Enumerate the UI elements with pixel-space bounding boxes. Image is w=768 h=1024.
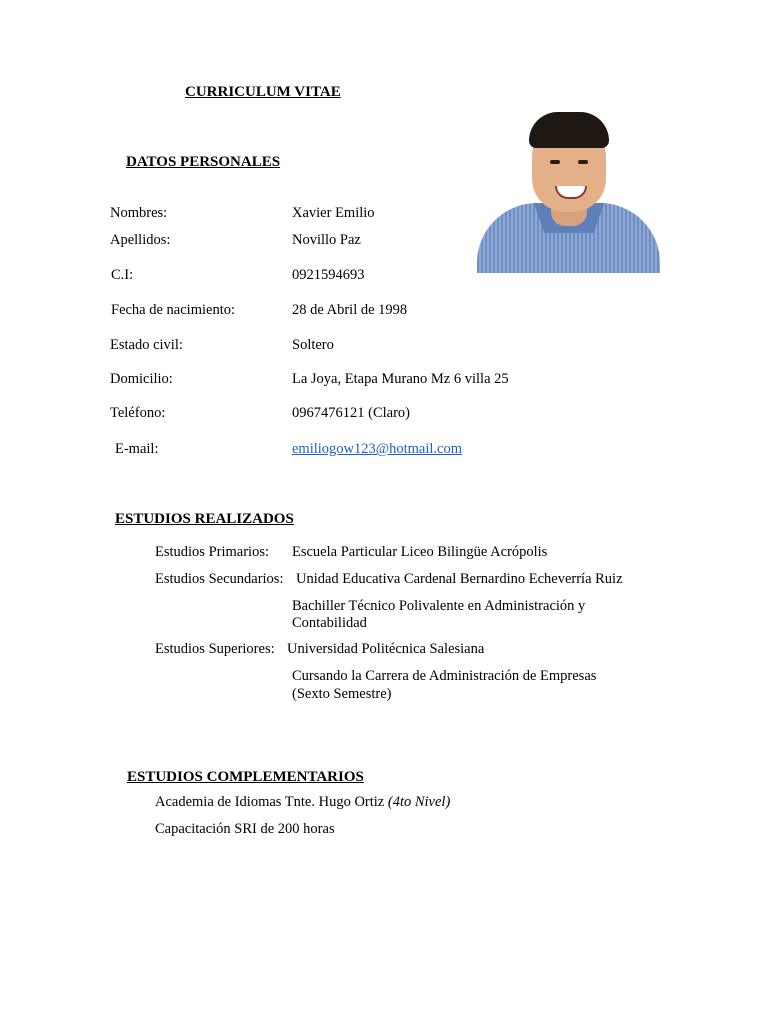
secondary-studies-label: Estudios Secundarios:	[155, 571, 284, 587]
studies-heading: ESTUDIOS REALIZADOS	[115, 511, 294, 527]
profile-photo	[477, 108, 660, 273]
value-address: La Joya, Etapa Murano Mz 6 villa 25	[292, 371, 509, 387]
complementary-item-1	[155, 794, 450, 811]
label-id: C.I:	[111, 267, 134, 283]
label-phone: Teléfono:	[110, 405, 166, 421]
secondary-detail-line-1: Bachiller Técnico Polivalente en Administración y	[292, 598, 586, 614]
complementary-item-1-note: (4to Nivel)	[387, 794, 451, 810]
label-email: E-mail:	[115, 441, 159, 457]
value-phone: 0967476121 (Claro)	[292, 405, 410, 421]
value-surnames: Novillo Paz	[292, 232, 361, 248]
label-civil-status: Estado civil:	[110, 337, 183, 353]
personal-data-heading: DATOS PERSONALES	[126, 154, 281, 170]
higher-detail-line-2: (Sexto Semestre)	[292, 686, 392, 702]
higher-studies-value: Universidad Politécnica Salesiana	[287, 641, 485, 657]
label-surnames: Apellidos:	[110, 232, 171, 248]
higher-detail-line-1: Cursando la Carrera de Administración de Empresas	[292, 668, 597, 684]
label-names: Nombres:	[110, 205, 168, 221]
value-names: Xavier Emilio	[292, 205, 375, 221]
label-birthdate: Fecha de nacimiento:	[111, 302, 236, 318]
primary-studies-value: Escuela Particular Liceo Bilingüe Acrópolis	[292, 544, 548, 560]
document-title: CURRICULUM VITAE	[185, 84, 341, 100]
complementary-item-1-text: Academia de Idiomas Tnte. Hugo Ortiz	[155, 794, 385, 810]
label-address: Domicilio:	[110, 371, 173, 387]
complementary-heading: ESTUDIOS COMPLEMENTARIOS	[127, 769, 364, 785]
complementary-item-2: Capacitación SRI de 200 horas	[155, 821, 335, 837]
value-civil-status: Soltero	[292, 337, 334, 353]
higher-studies-label: Estudios Superiores:	[155, 641, 275, 657]
primary-studies-label: Estudios Primarios:	[155, 544, 269, 560]
secondary-studies-value: Unidad Educativa Cardenal Bernardino Echeverría Ruiz	[296, 571, 623, 587]
value-id: 0921594693	[292, 267, 365, 283]
email-link[interactable]: emiliogow123@hotmail.com	[292, 441, 463, 457]
secondary-detail-line-2: Contabilidad	[292, 615, 367, 631]
value-birthdate: 28 de Abril de 1998	[292, 302, 408, 318]
